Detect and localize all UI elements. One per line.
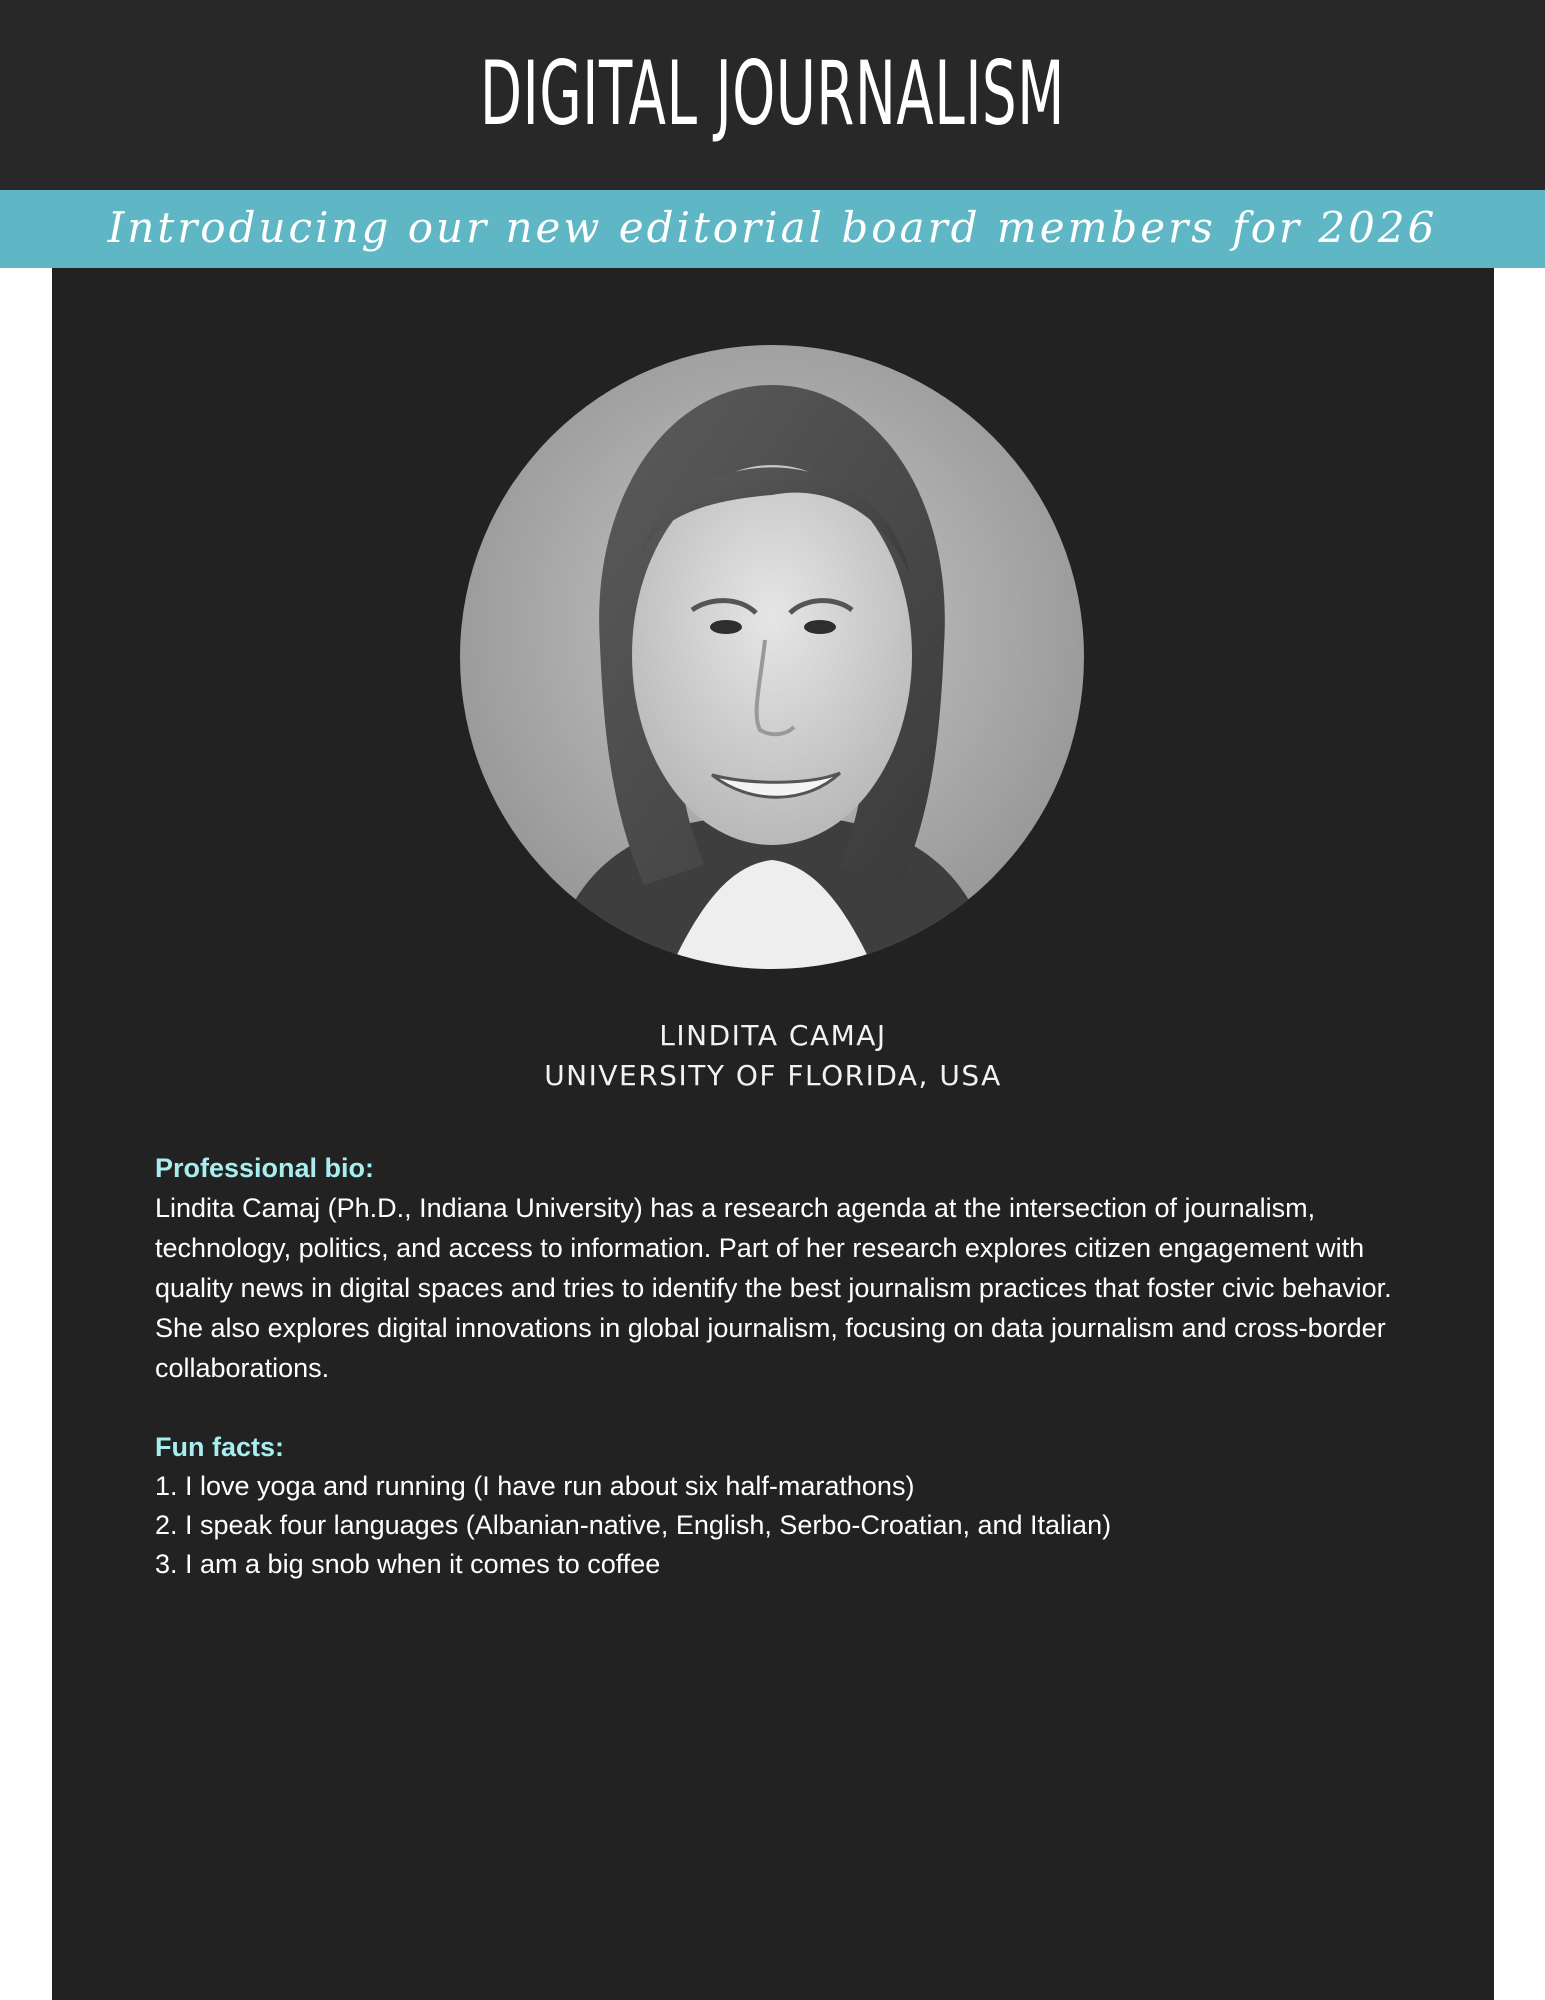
fun-facts-section bbox=[155, 1427, 1400, 1584]
person-name: LINDITA CAMAJ bbox=[659, 1019, 887, 1052]
list-item: 3. I am a big snob when it comes to coffee bbox=[155, 1549, 661, 1579]
bio-text: Lindita Camaj (Ph.D., Indiana University) has a research agenda at the intersection of journalism, technology, politics, and access to information. Part of her research explores citizen engagement with quality news in digital spaces and tries to identify the best journalism practices that foster civic behavior. She also explores digital innovations in global journalism, focusing on data journalism and cross-border collaborations. bbox=[155, 1193, 1392, 1383]
page-header bbox=[0, 0, 1545, 190]
bio-section bbox=[155, 1148, 1400, 1388]
list-item: 2. I speak four languages (Albanian-native, English, Serbo-Croatian, and Italian) bbox=[155, 1510, 1112, 1540]
profile-photo bbox=[460, 345, 1084, 969]
profile-panel bbox=[52, 268, 1494, 2000]
fun-facts-list bbox=[155, 1467, 1400, 1584]
list-item: 1. I love yoga and running (I have run about six half-marathons) bbox=[155, 1471, 915, 1501]
page-title: DIGITAL JOURNALISM bbox=[479, 42, 1065, 145]
person-affiliation: UNIVERSITY OF FLORIDA, USA bbox=[544, 1059, 1002, 1092]
announcement-banner bbox=[0, 190, 1545, 268]
banner-text: Introducing our new editorial board members for 2026 bbox=[107, 203, 1438, 252]
fun-facts-heading: Fun facts: bbox=[155, 1432, 285, 1462]
bio-heading: Professional bio: bbox=[155, 1153, 375, 1183]
